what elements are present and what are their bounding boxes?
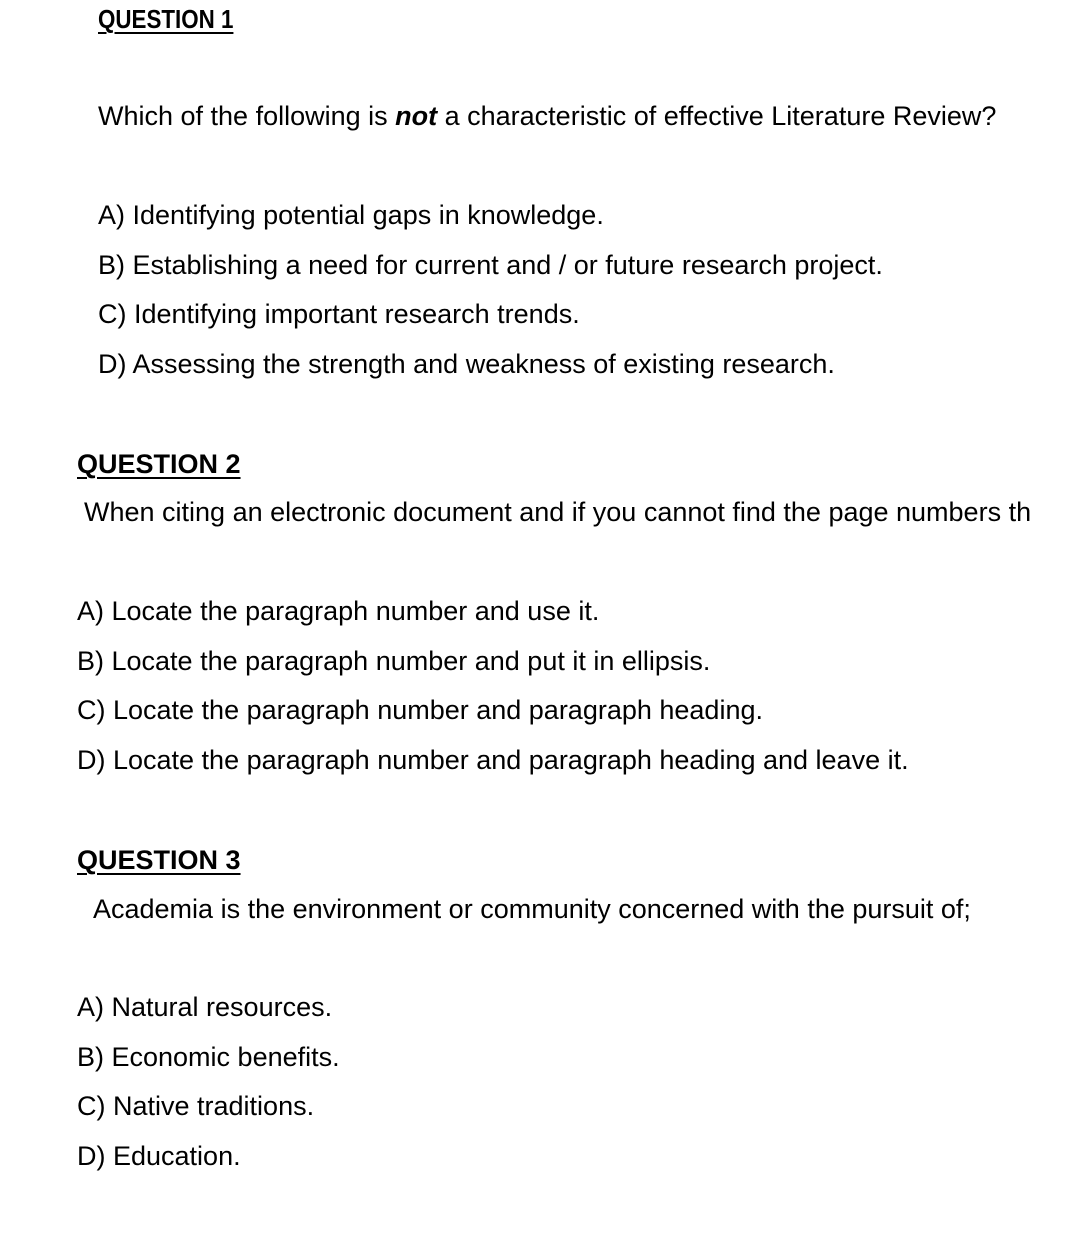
question-1-stem: [98, 103, 996, 130]
question-2-option-c: C) Locate the paragraph number and paragraph heading.: [77, 695, 763, 725]
question-1-stem-emphasis: not: [395, 101, 438, 131]
question-1-stem-start: Which of the following is: [98, 101, 396, 131]
question-1-option-d: D) Assessing the strength and weakness of existing research.: [98, 349, 835, 379]
question-2-option-d: D) Locate the paragraph number and paragraph heading and leave it.: [77, 745, 909, 775]
question-2-option-a: A) Locate the paragraph number and use it.: [77, 596, 600, 626]
question-3-title: QUESTION 3: [77, 845, 241, 875]
question-2-stem: When citing an electronic document and if you cannot find the page numbers th: [84, 499, 1032, 527]
question-3-option-c: C) Native traditions.: [77, 1091, 315, 1121]
question-1-option-c: C) Identifying important research trends.: [98, 299, 580, 329]
question-1-title: QUESTION 1: [98, 4, 234, 34]
question-1-option-a: A) Identifying potential gaps in knowledge.: [98, 200, 604, 230]
question-3-stem: Academia is the environment or community concerned with the pursuit of;: [93, 894, 971, 924]
question-3-option-a: A) Natural resources.: [77, 992, 333, 1022]
question-3-option-d: D) Education.: [77, 1141, 241, 1171]
question-2-title: QUESTION 2: [77, 449, 241, 479]
question-1-option-b: B) Establishing a need for current and / or future research project.: [98, 250, 883, 280]
question-2-option-b: B) Locate the paragraph number and put it in ellipsis.: [77, 646, 711, 676]
question-3-option-b: B) Economic benefits.: [77, 1042, 340, 1072]
question-1-stem-end: a characteristic of effective Literature Review?: [437, 101, 997, 131]
